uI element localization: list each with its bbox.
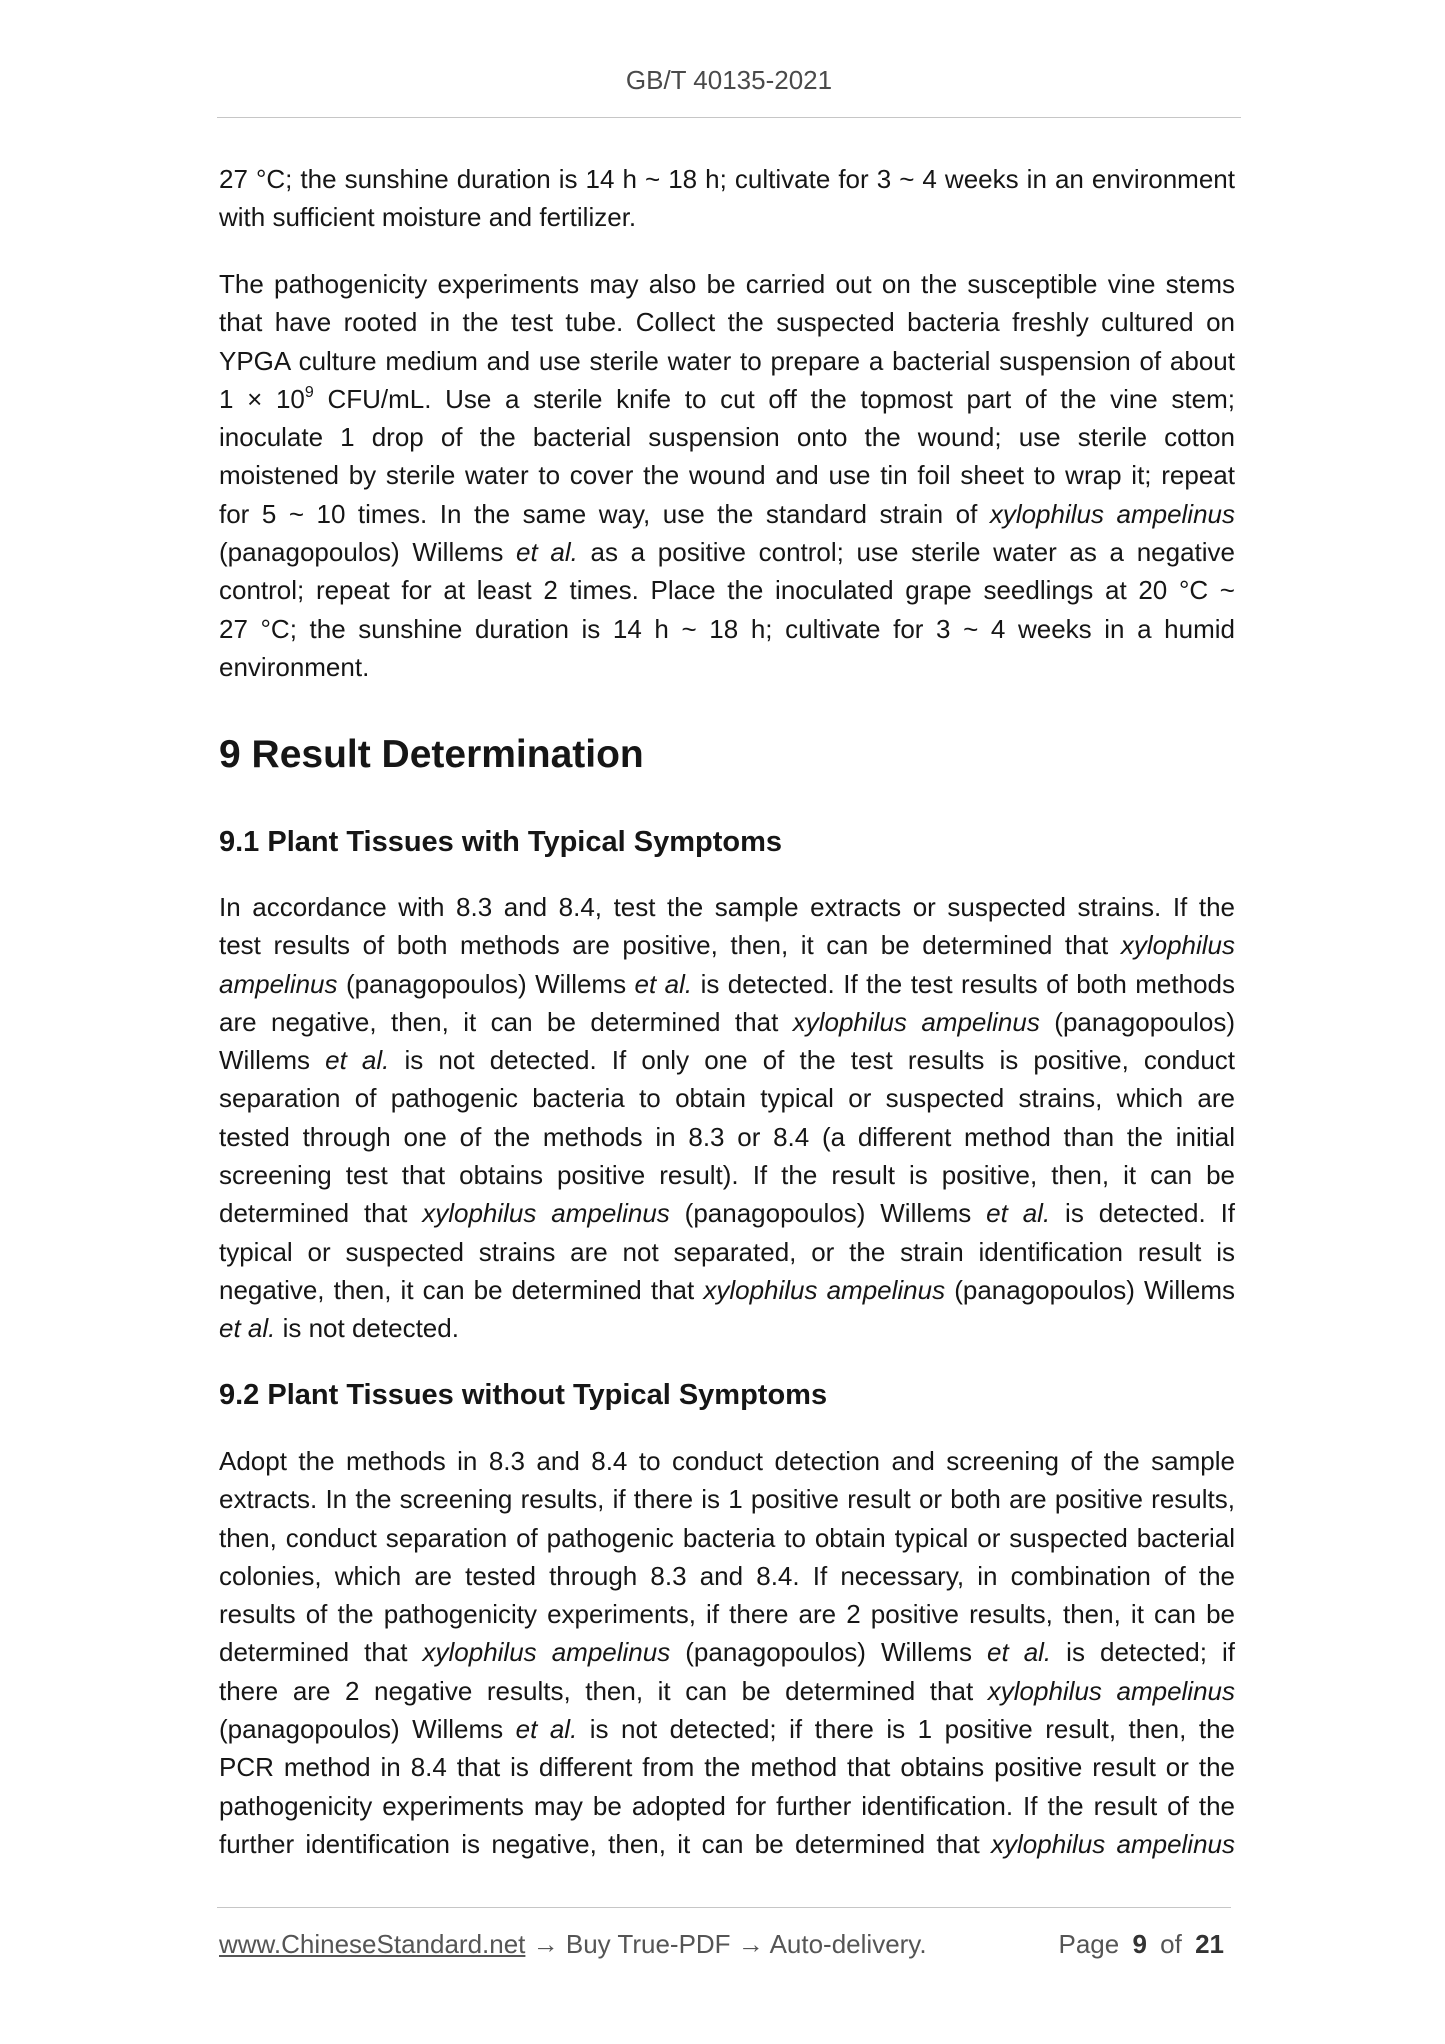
text-run: screening test that obtains positive result). If the result is positive, then, it can be bbox=[219, 1160, 1235, 1191]
paragraph-9-1 bbox=[219, 888, 1235, 1348]
clause-9-1-heading: 9.1 Plant Tissues with Typical Symptoms bbox=[219, 826, 782, 858]
text-run: moistened by sterile water to cover the wound and use tin foil sheet to wrap it; repeat bbox=[219, 460, 1235, 491]
text-run: then, conduct separation of pathogenic bacteria to obtain typical or suspected bacterial bbox=[219, 1522, 1235, 1553]
text-run: Willems bbox=[219, 1045, 326, 1076]
text-run: (panagopoulos) Willems bbox=[670, 1637, 987, 1668]
text-line bbox=[219, 1309, 1235, 1347]
superscript-exponent: 9 bbox=[304, 383, 314, 401]
text-run: is not detected. If only one of the test results is positive, conduct bbox=[389, 1045, 1236, 1076]
running-header-standard-number: GB/T 40135-2021 bbox=[625, 65, 833, 95]
text-line bbox=[219, 1271, 1235, 1309]
text-line bbox=[219, 1595, 1235, 1633]
text-run: results of the pathogenicity experiments, if there are 2 positive results, then, it can be bbox=[219, 1599, 1235, 1630]
italic-term: et al. bbox=[325, 1045, 390, 1076]
text-run: CFU/mL. Use a sterile knife to cut off the topmost part of the vine stem; bbox=[313, 383, 1235, 414]
text-line bbox=[219, 1118, 1235, 1156]
text-run: inoculate 1 drop of the bacterial suspension onto the wound; use sterile cotton bbox=[219, 422, 1235, 453]
text-run: separation of pathogenic bacteria to obtain typical or suspected strains, which are bbox=[219, 1083, 1235, 1114]
text-line bbox=[219, 1710, 1235, 1748]
text-line bbox=[219, 648, 1235, 686]
text-line bbox=[219, 1825, 1235, 1863]
text-line bbox=[219, 1442, 1235, 1480]
page-label: Page bbox=[1058, 1929, 1120, 1959]
text-line bbox=[219, 926, 1235, 964]
italic-term: xylophilus ampelinus bbox=[792, 1006, 1040, 1037]
text-line bbox=[219, 1079, 1235, 1117]
text-line bbox=[219, 1672, 1235, 1710]
italic-term: et al. bbox=[515, 1714, 578, 1745]
text-line bbox=[219, 495, 1235, 533]
text-run: 1 × 10 bbox=[219, 383, 305, 414]
page-indicator bbox=[1058, 1925, 1224, 1963]
header-rule bbox=[217, 117, 1241, 118]
text-run: The pathogenicity experiments may also be carried out on the susceptible vine stems bbox=[219, 269, 1235, 299]
text-run: colonies, which are tested through 8.3 and 8.4. If necessary, in combination of the bbox=[219, 1560, 1235, 1591]
text-run: pathogenicity experiments may be adopted for further identification. If the result of the bbox=[219, 1790, 1235, 1821]
text-run: that have rooted in the test tube. Collect the suspected bacteria freshly cultured on bbox=[219, 307, 1235, 338]
text-run: determined that bbox=[219, 1198, 423, 1229]
text-line bbox=[219, 571, 1235, 609]
footer-promo bbox=[219, 1925, 927, 1963]
text-run: control; repeat for at least 2 times. Place the inoculated grape seedlings at 20 °C ~ bbox=[219, 575, 1235, 606]
footer-rule bbox=[217, 1907, 1231, 1908]
text-run: is detected. If the test results of both methods bbox=[692, 968, 1235, 999]
text-run: (panagopoulos) Willems bbox=[219, 537, 517, 568]
text-run: (panagopoulos) bbox=[1039, 1006, 1235, 1037]
italic-term: et al. bbox=[634, 968, 693, 999]
text-run: 27 °C; the sunshine duration is 14 h ~ 18 h; cultivate for 3 ~ 4 weeks in an environment bbox=[219, 164, 1235, 194]
site-link[interactable]: www.ChineseStandard.net bbox=[219, 1929, 526, 1959]
text-run: determined that bbox=[219, 1637, 423, 1668]
italic-term: et al. bbox=[986, 1198, 1051, 1229]
text-line bbox=[219, 1041, 1235, 1079]
text-line bbox=[219, 303, 1235, 341]
text-run: 27 °C; the sunshine duration is 14 h ~ 18 h; cultivate for 3 ~ 4 weeks in a humid bbox=[219, 613, 1235, 644]
italic-term: xylophilus ampelinus bbox=[987, 1675, 1235, 1706]
text-run: (panagopoulos) Willems bbox=[219, 1714, 516, 1745]
text-run: YPGA culture medium and use sterile water to prepare a bacterial suspension of about bbox=[219, 345, 1235, 376]
text-run: test results of both methods are positive, then, it can be determined that bbox=[219, 930, 1121, 961]
text-run: further identification is negative, then, it can be determined that bbox=[219, 1828, 992, 1859]
text-run: is detected; if bbox=[1051, 1637, 1235, 1668]
italic-term: et al. bbox=[516, 537, 578, 568]
paragraph-continued bbox=[219, 160, 1235, 237]
italic-term: et al. bbox=[986, 1637, 1052, 1668]
italic-term: xylophilus ampelinus bbox=[989, 498, 1236, 529]
clause-9-heading: 9 Result Determination bbox=[219, 733, 644, 776]
text-run: Adopt the methods in 8.3 and 8.4 to conduct detection and screening of the sample bbox=[219, 1446, 1235, 1476]
text-line bbox=[219, 888, 1235, 926]
text-line bbox=[219, 533, 1235, 571]
text-run: is detected. If bbox=[1050, 1198, 1236, 1229]
text-line bbox=[219, 1480, 1235, 1518]
text-line bbox=[219, 265, 1235, 303]
text-run: for 5 ~ 10 times. In the same way, use the standard strain of bbox=[219, 498, 990, 529]
italic-term: xylophilus ampelinus bbox=[703, 1274, 946, 1305]
text-line bbox=[219, 418, 1235, 456]
clause-9-2-heading: 9.2 Plant Tissues without Typical Symptoms bbox=[219, 1379, 828, 1411]
text-run: typical or suspected strains are not separated, or the strain identification result is bbox=[219, 1236, 1235, 1267]
text-line bbox=[219, 1519, 1235, 1557]
page-total: 21 bbox=[1195, 1929, 1224, 1959]
text-run: (panagopoulos) Willems bbox=[669, 1198, 987, 1229]
text-run: tested through one of the methods in 8.3 or 8.4 (a different method than the initial bbox=[219, 1121, 1235, 1152]
italic-term: ampelinus bbox=[219, 968, 338, 999]
text-line bbox=[219, 1194, 1235, 1232]
italic-term: xylophilus bbox=[1120, 930, 1235, 961]
page-number: 9 bbox=[1132, 1929, 1147, 1959]
italic-term: xylophilus ampelinus bbox=[422, 1198, 670, 1229]
text-run: environment. bbox=[219, 651, 370, 682]
text-line bbox=[219, 1233, 1235, 1271]
paragraph-pathogenicity-vine-stems bbox=[219, 265, 1235, 686]
text-run: negative, then, it can be determined that bbox=[219, 1274, 704, 1305]
text-line bbox=[219, 1003, 1235, 1041]
text-line bbox=[219, 610, 1235, 648]
text-run: is not detected. bbox=[275, 1313, 459, 1344]
text-line bbox=[219, 342, 1235, 380]
text-run: (panagopoulos) Willems bbox=[945, 1274, 1235, 1305]
text-line bbox=[219, 1748, 1235, 1786]
text-line bbox=[219, 1156, 1235, 1194]
of-label: of bbox=[1160, 1929, 1182, 1959]
text-line bbox=[219, 456, 1235, 494]
text-line bbox=[219, 965, 1235, 1003]
text-run: PCR method in 8.4 that is different from the method that obtains positive result or the bbox=[219, 1752, 1235, 1783]
text-line bbox=[219, 160, 1235, 198]
text-run: In accordance with 8.3 and 8.4, test the sample extracts or suspected strains. If the bbox=[219, 892, 1235, 922]
text-run: is not detected; if there is 1 positive result, then, the bbox=[577, 1714, 1235, 1745]
text-line bbox=[219, 198, 1235, 236]
italic-term: xylophilus ampelinus bbox=[422, 1637, 671, 1668]
italic-term: xylophilus ampelinus bbox=[991, 1828, 1236, 1859]
text-run: there are 2 negative results, then, it can be determined that bbox=[219, 1675, 988, 1706]
text-run: extracts. In the screening results, if there is 1 positive result or both are positive results, bbox=[219, 1484, 1235, 1515]
text-run: with sufficient moisture and fertilizer. bbox=[219, 202, 637, 233]
footer-promo-text: → Buy True-PDF → Auto-delivery. bbox=[525, 1929, 927, 1959]
paragraph-9-2 bbox=[219, 1442, 1235, 1863]
text-line bbox=[219, 1633, 1235, 1671]
text-run: as a positive control; use sterile water as a negative bbox=[577, 537, 1235, 568]
italic-term: et al. bbox=[219, 1313, 276, 1344]
text-run: are negative, then, it can be determined that bbox=[219, 1006, 793, 1037]
text-line bbox=[219, 1557, 1235, 1595]
text-line bbox=[219, 380, 1235, 418]
text-run: (panagopoulos) Willems bbox=[337, 968, 635, 999]
text-line bbox=[219, 1787, 1235, 1825]
